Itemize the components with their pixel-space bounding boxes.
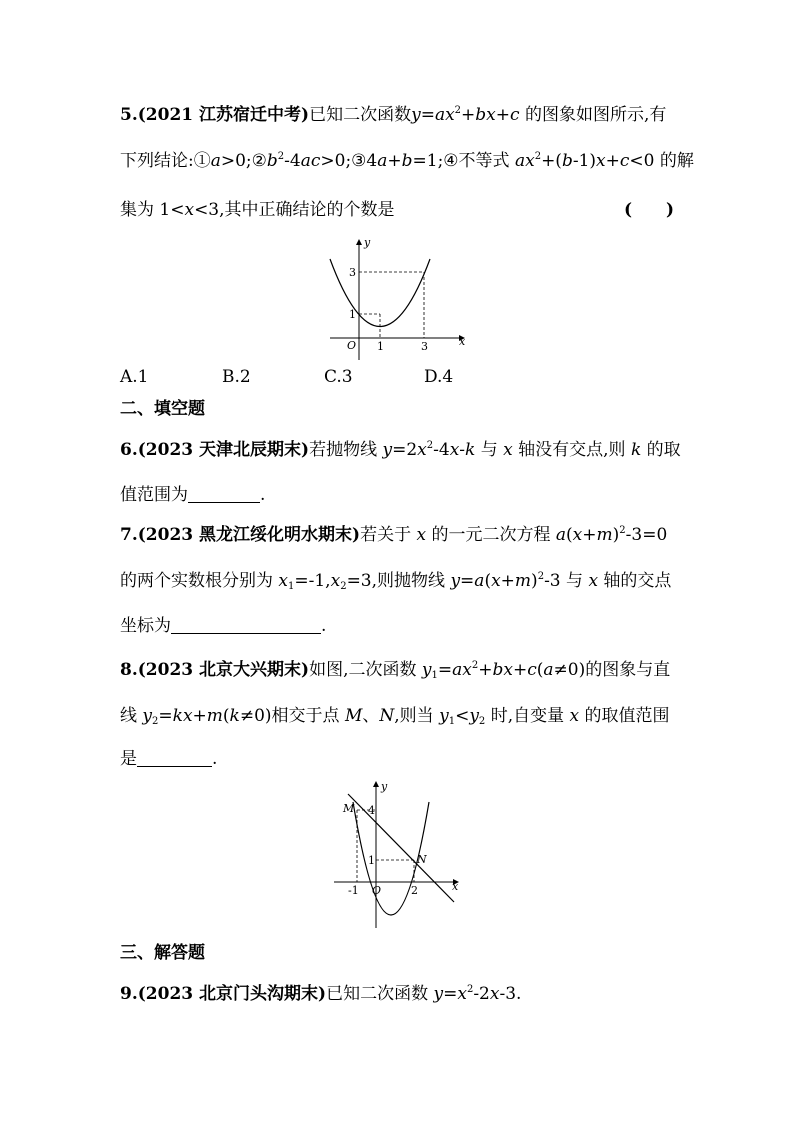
q6-answer-blank[interactable]: [188, 486, 260, 503]
q5-x-label: x: [459, 335, 466, 348]
q5-origin-label: O: [347, 339, 357, 352]
q5-y-label: y: [364, 236, 371, 249]
q5-choice-paren: ( ): [624, 200, 675, 220]
section-fill-in-heading: 二、填空题: [120, 399, 205, 419]
q9-number: 9.: [120, 984, 138, 1004]
q8-y-label: y: [381, 780, 388, 793]
q7-line-1: 7.(2023 黑龙江绥化明水期末)若关于 x 的一元二次方程 $a(x+m)^2-3=0$: [120, 525, 668, 545]
q7-number: 7.: [120, 525, 138, 545]
q8-line-2: 线 $y_2=kx+m(k\ne 0)$相交于点 M、N,则当 $y_1<y_2$ 时,自变量 x 的取值范围: [120, 706, 670, 727]
q5-figure: [322, 234, 482, 364]
q5-option-a: A.1: [120, 367, 149, 387]
q5-y-tick-1: 1: [349, 308, 356, 321]
q8-x-label: x: [452, 880, 459, 893]
q8-y-tick-1: 1: [368, 854, 375, 867]
q5-y-tick-3: 3: [349, 266, 356, 279]
q5-line-3: 集为 1<x<3,其中正确结论的个数是: [120, 200, 395, 220]
q6-line-2: 值范围为 .: [120, 485, 266, 505]
q8-answer-blank[interactable]: [137, 750, 212, 767]
q5-line-1: 5.(2021 江苏宿迁中考)已知二次函数$y=ax^2+bx+c$ 的图象如图所示,有: [120, 105, 667, 125]
q5-x-tick-3: 3: [421, 340, 428, 353]
q6-source: (2023 天津北辰期末): [137, 440, 310, 460]
q9-source: (2023 北京门头沟期末): [137, 984, 327, 1004]
q5-number: 5.: [120, 105, 138, 125]
q8-figure: [334, 778, 464, 928]
q5-source: (2021 江苏宿迁中考): [137, 105, 310, 125]
q7-answer-blank[interactable]: [171, 617, 321, 634]
q8-number: 8.: [120, 660, 138, 680]
q7-source: (2023 黑龙江绥化明水期末): [137, 525, 361, 545]
q7-line-3: 坐标为 .: [120, 616, 327, 636]
q5-option-b: B.2: [222, 367, 251, 387]
q8-source: (2023 北京大兴期末): [137, 660, 310, 680]
q7-line-2: 的两个实数根分别为 $x_1=-1,x_2=3$,则抛物线 $y=a(x+m)^2-3$ 与 x 轴的交点: [120, 571, 672, 592]
q8-y-tick-4: 4: [368, 804, 375, 817]
section-solve-heading: 三、解答题: [120, 943, 205, 963]
q8-x-tick-neg1: -1: [348, 884, 359, 897]
q5-x-tick-1: 1: [377, 340, 384, 353]
q8-line-1: 8.(2023 北京大兴期末)如图,二次函数 $y_1=ax^2+bx+c(a\ne 0)$的图象与直: [120, 660, 671, 681]
q8-origin-label: O: [372, 884, 382, 897]
q5-line-2: 下列结论$:①a>0;②b^2-4ac>0;③4a+b=1;④$不等式 $ax^2+(b-1)x+c<0$ 的解: [120, 151, 694, 171]
q8-point-m-label: M: [343, 802, 355, 815]
q8-x-tick-2: 2: [411, 884, 418, 897]
q5-option-c: C.3: [324, 367, 353, 387]
q6-line-1: 6.(2023 天津北辰期末)若抛物线 $y=2x^2-4x-k$ 与 x 轴没有交点,则 k 的取: [120, 440, 681, 460]
q8-point-n-label: N: [417, 853, 427, 866]
q6-number: 6.: [120, 440, 138, 460]
q5-option-d: D.4: [424, 367, 454, 387]
q9-line-1: 9.(2023 北京门头沟期末)已知二次函数 $y=x^2-2x-3$.: [120, 984, 522, 1004]
q8-line-3: 是 .: [120, 749, 218, 769]
